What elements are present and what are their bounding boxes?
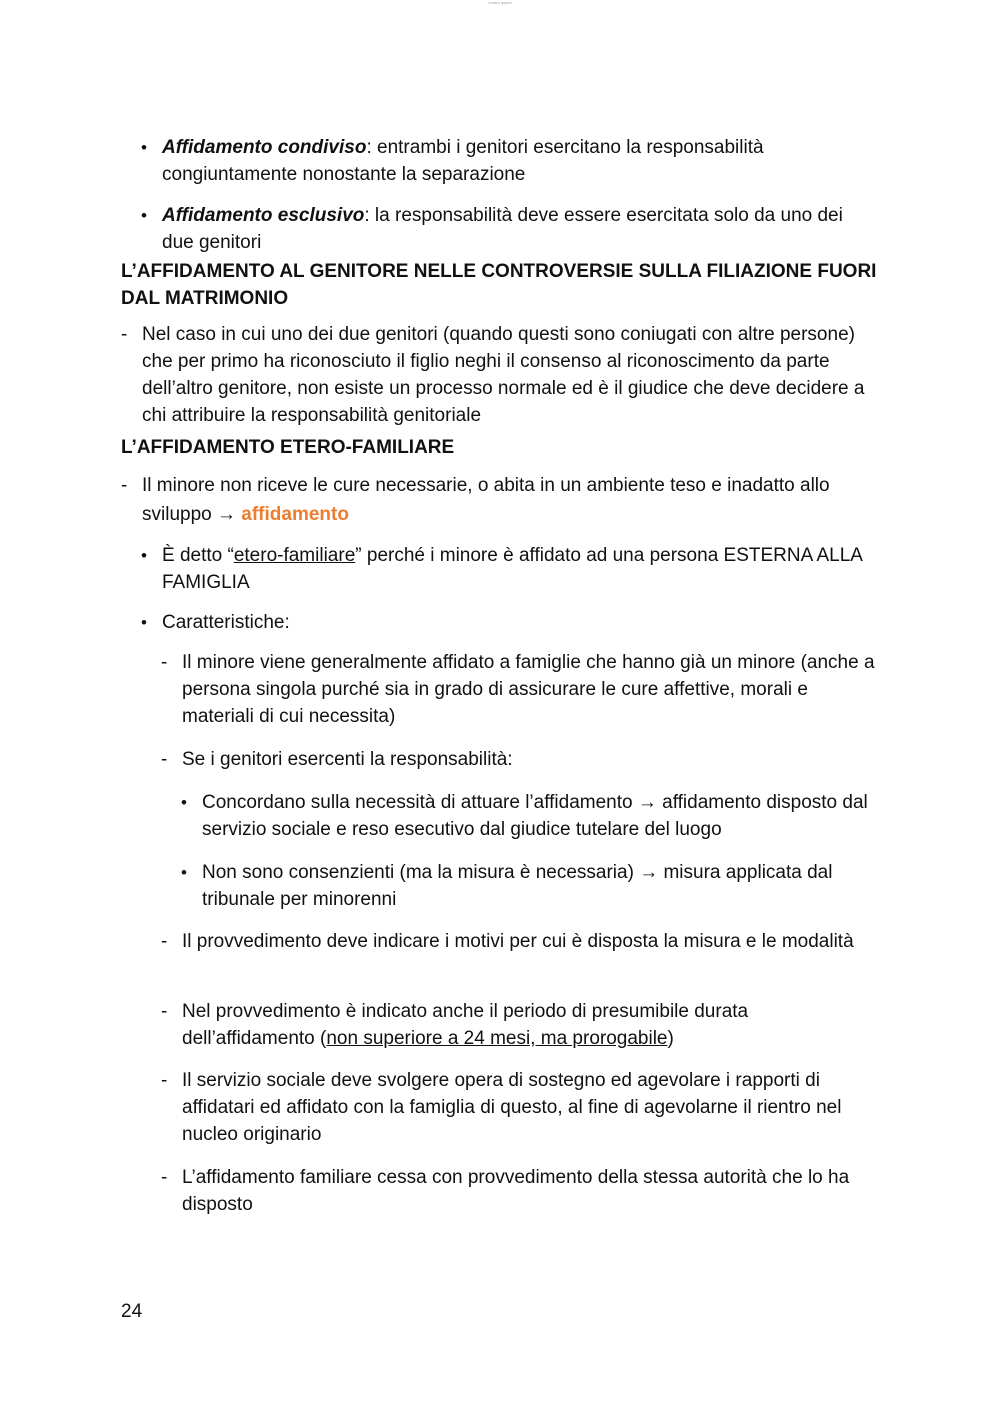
bullet-text: Concordano sulla necessità di attuare l’affidamento → affidamento disposto dal servizio sociale e reso esecutivo dal giudice tutelare del luogo <box>202 792 868 840</box>
text-before: È detto “ <box>162 545 234 566</box>
dash-mark: - <box>161 652 168 673</box>
sub-dash-cessazione <box>161 1164 876 1218</box>
bullet-text: Non sono consenzienti (ma la misura è necessaria) → misura applicata dal tribunale per minorenni <box>202 862 833 910</box>
dash-item-minore <box>121 471 881 529</box>
dash-mark: - <box>161 749 168 770</box>
section-heading-etero-familiare: L’AFFIDAMENTO ETERO-FAMILIARE <box>121 437 455 458</box>
dash-mark: - <box>161 1070 168 1091</box>
bullet-mark: • <box>141 206 147 225</box>
text-after: ” perché i minore è affidato ad una persona ESTERNA ALLA FAMIGLIA <box>162 545 862 593</box>
dash-text <box>142 471 881 529</box>
section-heading-controversie: L’AFFIDAMENTO AL GENITORE NELLE CONTROVERSIE SULLA FILIAZIONE FUORI DAL MATRIMONIO <box>121 261 877 309</box>
sub-bullet-non-consenzienti <box>181 859 881 913</box>
sub-dash-servizio-sociale <box>161 1067 876 1148</box>
dash-text: Se i genitori esercenti la responsabilità: <box>182 749 513 770</box>
highlight-affidamento: affidamento <box>241 504 349 525</box>
bullet-affidamento-condiviso <box>141 134 841 188</box>
dash-item-riconoscimento <box>121 321 881 429</box>
sub-dash-provvedimento <box>161 928 876 955</box>
header-watermark: Lorem Ipsum <box>488 0 512 5</box>
sub-dash-genitori <box>161 746 876 773</box>
dash-text: Il servizio sociale deve svolgere opera di sostegno ed agevolare i rapporti di affidatari ed affidato con la famiglia di questo, al fine di agevolarne il rientro nel nucleo originario <box>182 1070 842 1145</box>
dash-text: Il minore viene generalmente affidato a famiglie che hanno già un minore (anche a persona singola purché sia in grado di assicurare le cure affettive, morali e materiali di cui necessita) <box>182 652 875 727</box>
sub-dash-periodo <box>161 998 876 1052</box>
dash-text: Nel caso in cui uno dei due genitori (quando questi sono coniugati con altre persone) che per primo ha riconosciuto il figlio neghi il consenso al riconoscimento da parte dell’altro genitore, non esiste un processo normale ed è il giudice che deve decidere a chi attribuire la responsabilità genitoriale <box>142 324 865 426</box>
bullet-text <box>162 134 841 188</box>
bullet-rest: : la responsabilità deve essere esercitata solo da uno dei due genitori <box>162 205 843 253</box>
dash-mark: - <box>161 1167 168 1188</box>
bullet-term: Affidamento condiviso <box>162 137 367 158</box>
text-after: ) <box>667 1028 674 1049</box>
dash-text: Il provvedimento deve indicare i motivi per cui è disposta la misura e le modalità <box>182 931 854 952</box>
bullet-text <box>162 202 859 256</box>
bullet-mark: • <box>141 613 147 632</box>
text-before: Nel provvedimento è indicato anche il periodo di presumibile durata dell’affidamento ( <box>182 1001 749 1049</box>
underlined-etero-familiare: etero-familiare <box>233 545 356 566</box>
bullet-term: Affidamento esclusivo <box>162 205 365 226</box>
dash-mark: - <box>161 931 168 952</box>
dash-text <box>182 998 876 1052</box>
bullet-etero-familiare <box>141 542 863 596</box>
bullet-caratteristiche <box>141 609 841 636</box>
bullet-mark: • <box>181 793 187 812</box>
bullet-text <box>162 542 863 596</box>
bullet-text: Caratteristiche: <box>162 612 290 633</box>
bullet-mark: • <box>181 863 187 882</box>
dash-mark: - <box>121 324 128 345</box>
dash-mark: - <box>121 475 128 496</box>
bullet-mark: • <box>141 546 147 565</box>
dash-text-main: Il minore non riceve le cure necessarie, o abita in un ambiente teso e inadatto allo sviluppo → <box>142 475 830 525</box>
bullet-mark: • <box>141 138 147 157</box>
underlined-durata: non superiore a 24 mesi, ma prorogabile <box>326 1028 668 1049</box>
sub-dash-minore-affidato <box>161 649 876 730</box>
bullet-affidamento-esclusivo <box>141 202 859 256</box>
dash-text: L’affidamento familiare cessa con provvedimento della stessa autorità che lo ha disposto <box>182 1167 850 1215</box>
page-number: 24 <box>121 1301 143 1322</box>
sub-bullet-concordano <box>181 789 881 843</box>
dash-mark: - <box>161 1001 168 1022</box>
bullet-rest: : entrambi i genitori esercitano la responsabilità congiuntamente nonostante la separazione <box>162 137 764 185</box>
